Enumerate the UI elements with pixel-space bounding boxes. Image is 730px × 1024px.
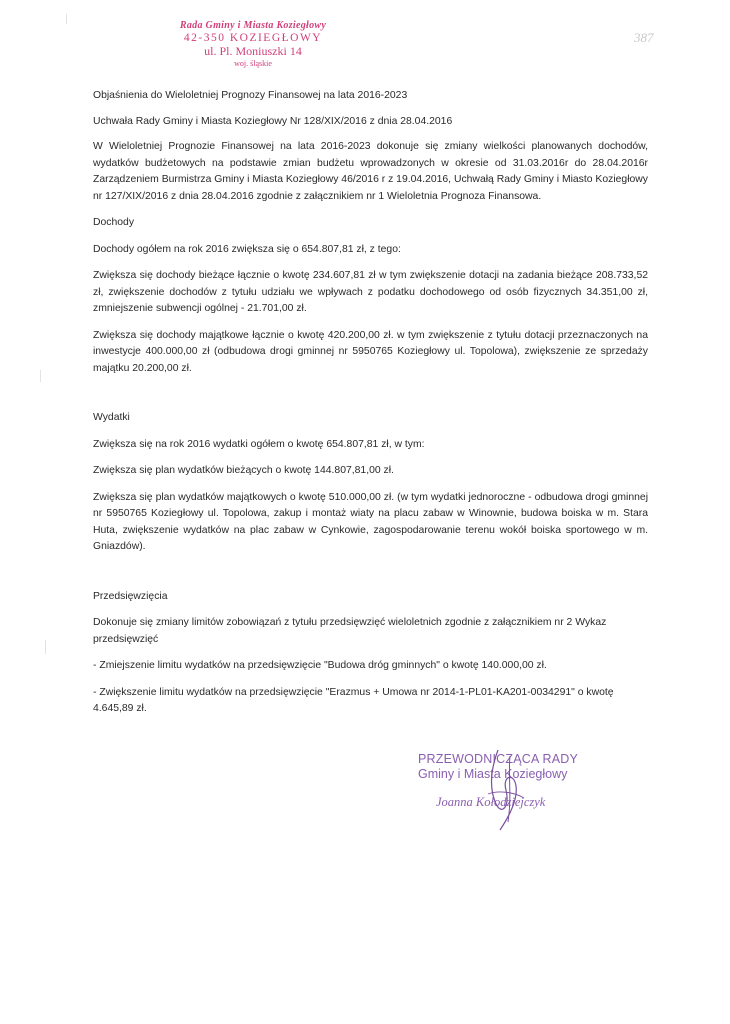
- expense-current-paragraph: Zwiększa się plan wydatków bieżących o kwotę 144.807,81,00 zł.: [93, 465, 394, 476]
- income-heading: Dochody: [93, 217, 135, 228]
- income-capital-paragraph: Zwiększa się dochody majątkowe łącznie o kwotę 420.200,00 zł. w tym zwiększenie z tytułu dotacji przeznaczonych na inwestycje 400.000,00 zł (odbudowa drogi gminnej nr 5950765 Koziegłowy ul. Topolowa), zwiększenie ze sprzedaży majątku 20.200,00 zł.: [93, 329, 648, 374]
- document-body: [93, 88, 648, 718]
- project-item-2: - Zwiększenie limitu wydatków na przedsięwzięcie "Erazmus + Umowa nr 2014-1-PL01-KA201-0034291" o kwotę 4.645,89 zł.: [93, 686, 614, 714]
- signature-name: Joanna Kołodziejczyk: [436, 795, 546, 809]
- stamp-line-voivodeship: woj. śląskie: [234, 58, 272, 68]
- page-number-mark: 387: [634, 30, 654, 45]
- council-address-stamp: [168, 20, 338, 68]
- income-total-paragraph: Dochody ogółem na rok 2016 zwiększa się o 654.807,81 zł, z tego:: [93, 243, 401, 255]
- projects-heading: Przedsięwzięcia: [93, 590, 168, 602]
- signature-title: PRZEWODNICZĄCA RADY: [418, 752, 579, 766]
- intro-paragraph: W Wieloletniej Prognozie Finansowej na lata 2016-2023 dokonuje się zmiany wielkości planowanych dochodów, wydatków budżetowych na podstawie zmian budżetu wprowadzonych w okresie od 31.03.2016r do 28.04.2016r Zarządzeniem Burmistrza Gminy i Miasta Koziegłowy 46/2016 r z 19.04.2016, Uchwałą Rady Gminy i Miasto Koziegłowy nr 127/XIX/2016 z dnia 28.04.2016 zgodnie z załącznikiem nr 1 Wieloletnia Prognoza Finansowa.: [93, 141, 648, 202]
- expense-total-paragraph: Zwiększa się na rok 2016 wydatki ogółem o kwotę 654.807,81 zł, w tym:: [93, 438, 425, 450]
- income-current-paragraph: Zwiększa się dochody bieżące łącznie o kwotę 234.607,81 zł w tym zwiększenie dotacji na zadania bieżące 208.733,52 zł, zwiększenie dochodów z tytułu udziału we wpływach z podatku dochodowego od osób fizycznych 34.351,00 zł, zmniejszenie subwencji ogólnej - 21.701,00 zł.: [93, 270, 648, 314]
- scan-mark-left-1: [40, 370, 41, 382]
- resolution-reference: Uchwała Rady Gminy i Miasta Koziegłowy Nr 128/XIX/2016 z dnia 28.04.2016: [93, 115, 453, 127]
- stamp-line-council: Rada Gminy i Miasta Koziegłowy: [179, 20, 327, 31]
- expense-capital-paragraph: Zwiększa się plan wydatków majątkowych o kwotę 510.000,00 zł. (w tym wydatki jednoroczne - odbudowa drogi gminnej nr 5950765 Koziegłowy ul. Topolowa, zakup i montaż wiaty na placu zabaw w Winownie, budowa boiska w m. Stara Huta, zwiększenie wydatków na plac zabaw w Cynkowie, zagospodarowanie terenu wokół boiska sportowego w m. Gniazdów).: [93, 491, 648, 552]
- chairperson-signature-stamp: [418, 752, 618, 810]
- projects-intro-paragraph: Dokonuje się zmiany limitów zobowiązań z tytułu przedsięwzięć wieloletnich zgodnie z załącznikiem nr 2 Wykaz przedsięwzięć: [93, 617, 607, 645]
- signature-institution: Gminy i Miasta Koziegłowy: [418, 767, 568, 781]
- stamp-line-postcode: 42-350 KOZIEGŁOWY: [183, 31, 323, 44]
- handwritten-signature-icon: [458, 746, 548, 836]
- scan-mark-top: [66, 14, 67, 24]
- project-item-1: - Zmiejszenie limitu wydatków na przedsięwzięcie "Budowa dróg gminnych" o kwotę 140.000,00 zł.: [93, 660, 547, 671]
- stamp-line-street: ul. Pl. Moniuszki 14: [204, 43, 302, 58]
- expense-heading: Wydatki: [93, 412, 130, 423]
- scan-mark-left-2: [45, 640, 46, 654]
- document-title: Objaśnienia do Wieloletniej Prognozy Finansowej na lata 2016-2023: [93, 90, 408, 101]
